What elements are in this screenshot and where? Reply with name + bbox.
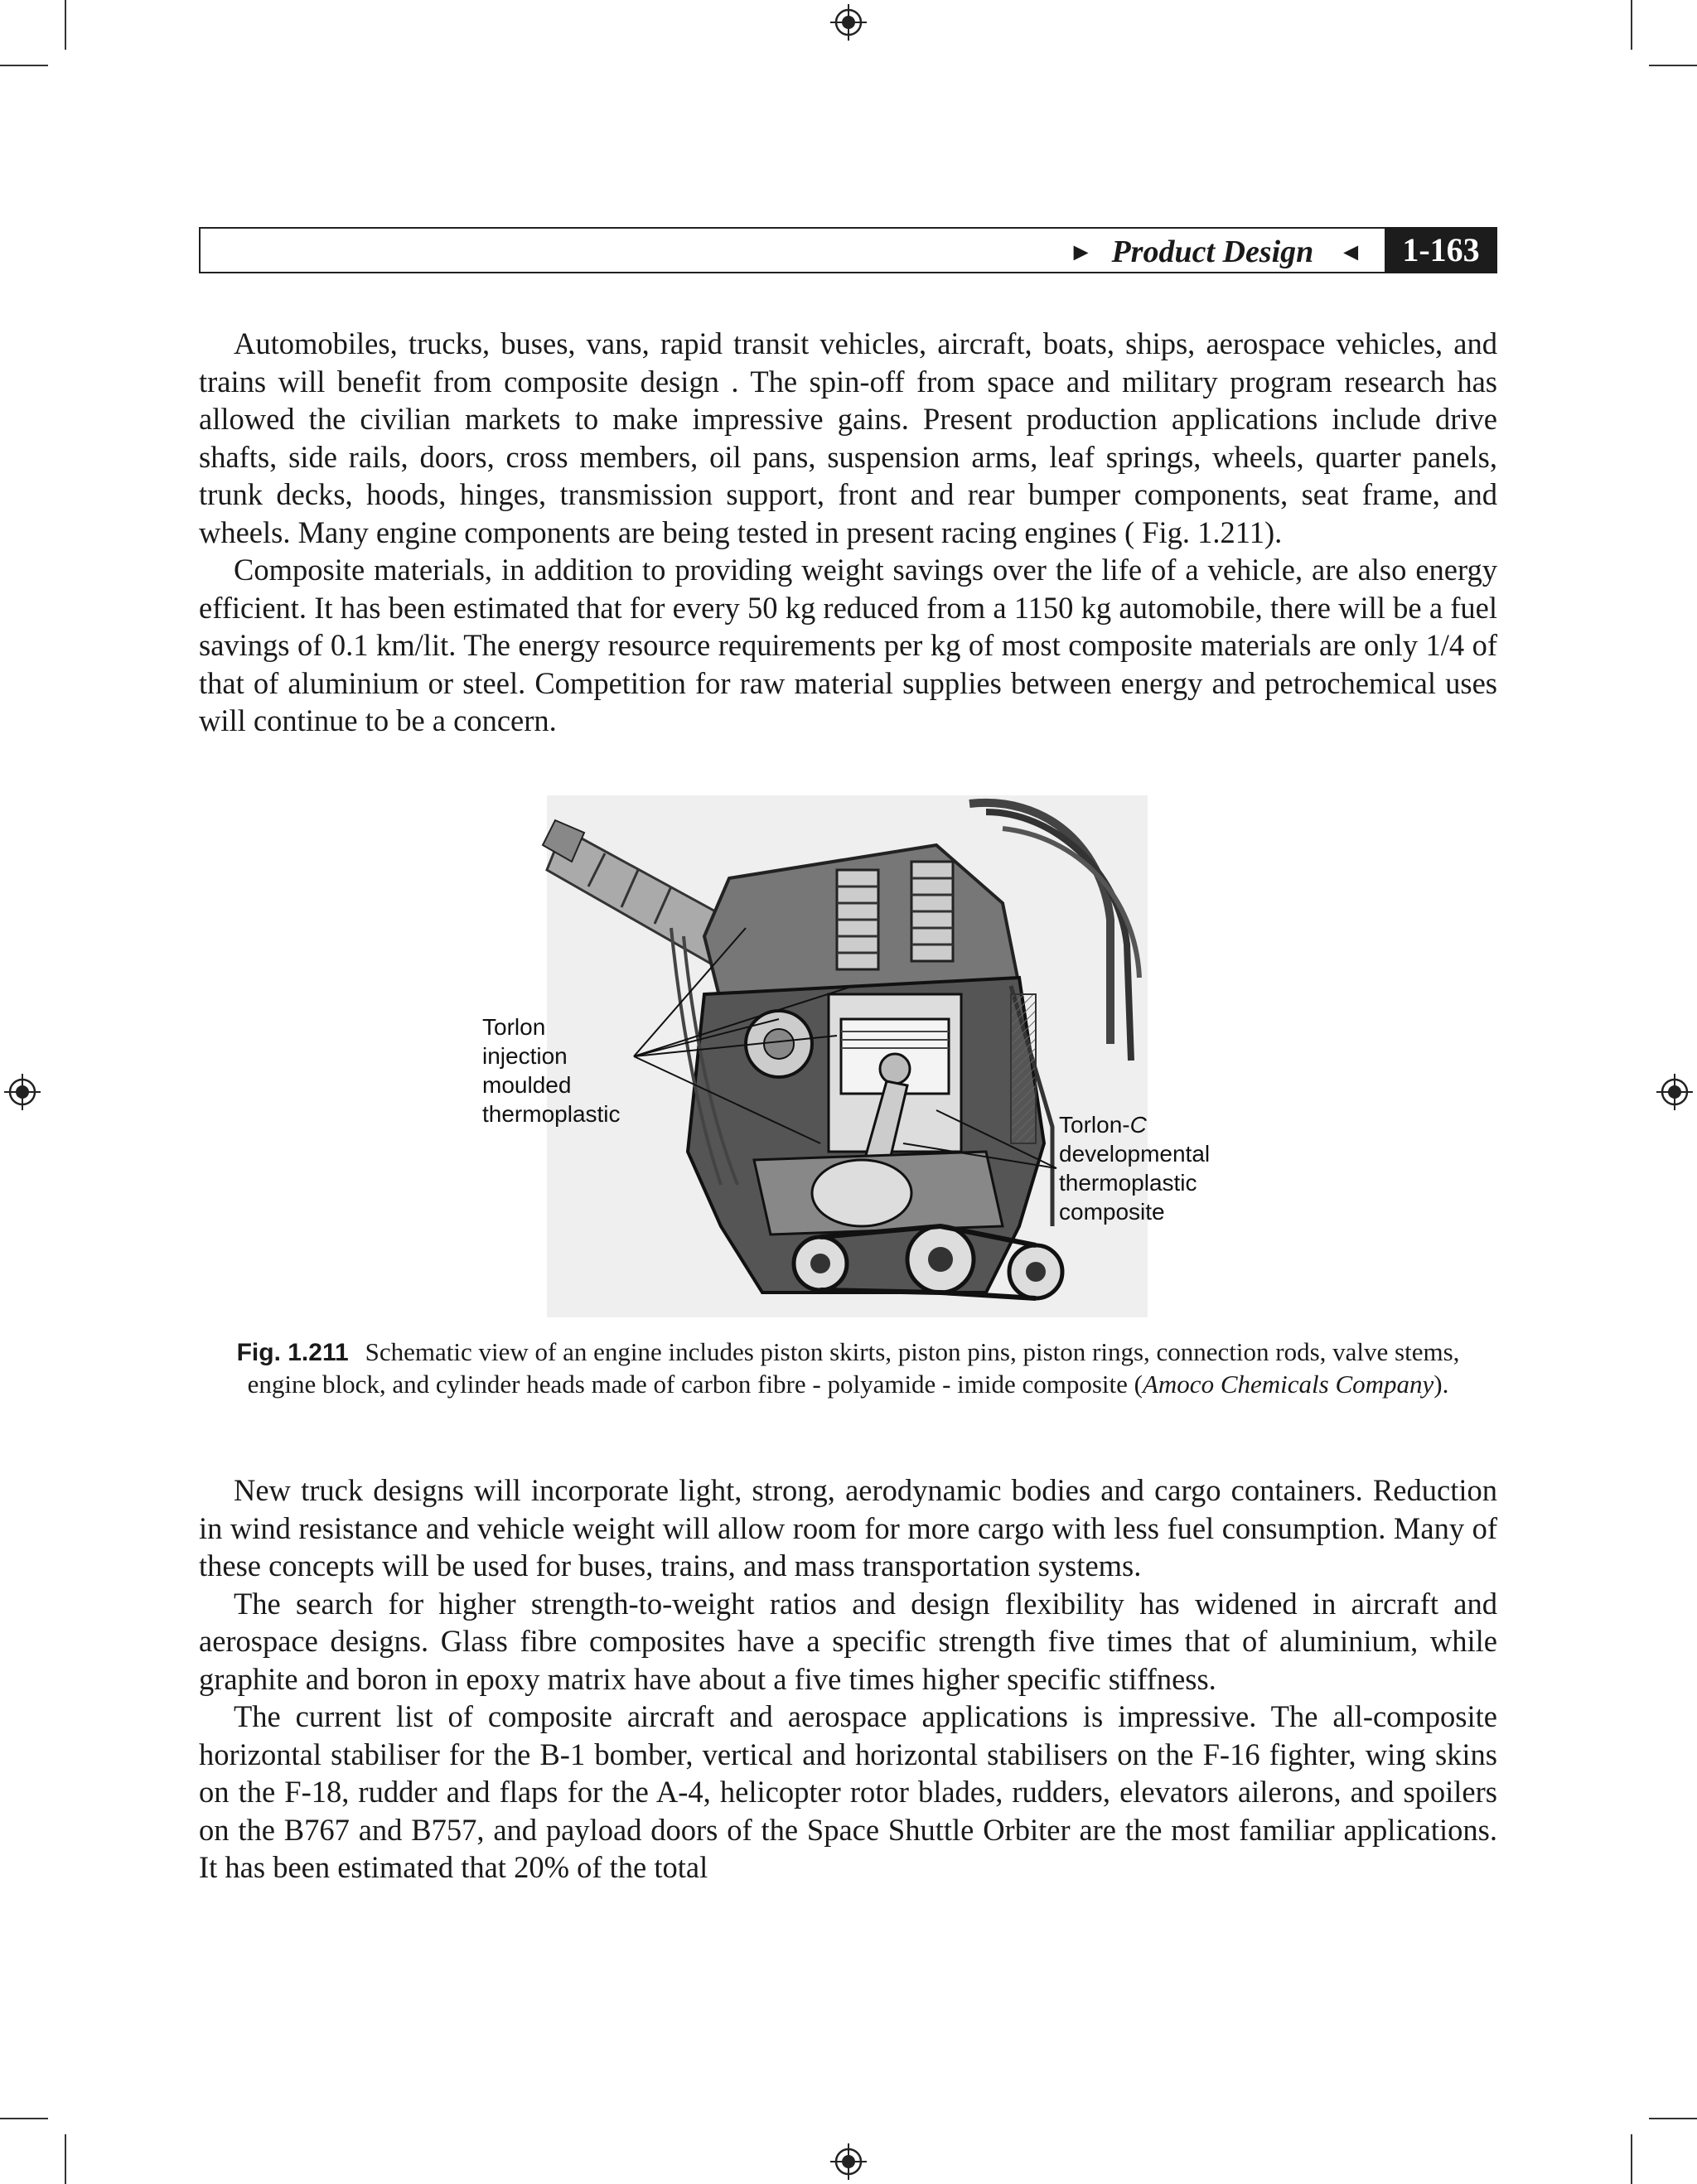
crop-mark: [65, 2134, 66, 2184]
paragraph: Composite materials, in addition to providing weight savings over the life of a vehicle, are also energy efficient. It has been estimated that for every 50 kg reduced from a 1150 kg automobile, there will be a fuel savings of 0.1 km/lit. The energy resource requirements per kg of most composite materials are only 1/4 of that of aluminium or steel. Competition for raw material supplies between energy and petrochemical uses will continue to be a concern.: [199, 553, 1497, 737]
left-arrow-icon: ◄: [1338, 239, 1363, 266]
body-text-bottom: [199, 1471, 1497, 1887]
crop-mark: [65, 0, 66, 50]
crop-mark: [1649, 2118, 1697, 2119]
crop-mark: [1631, 2134, 1632, 2184]
running-header: [199, 227, 1497, 273]
registration-mark-icon: [4, 1074, 41, 1110]
paragraph: The search for higher strength-to-weight ratios and design flexibility has widened in aircraft and aerospace designs. Glass fibre composites have a specific strength five times that of aluminium, while graphite and boron in epoxy matrix have about a five times higher specific stiffness.: [199, 1586, 1497, 1696]
crop-mark: [0, 65, 48, 66]
chapter-title-text: Product Design: [1111, 234, 1314, 269]
registration-mark-icon: [830, 4, 867, 41]
callout-rest: developmental thermoplastic composite: [1059, 1141, 1211, 1225]
caption-end: ).: [1434, 1370, 1449, 1399]
caption-credit: Amoco Chemicals Company: [1142, 1370, 1434, 1399]
registration-mark-icon: [1656, 1074, 1693, 1110]
paragraph: Automobiles, trucks, buses, vans, rapid transit vehicles, aircraft, boats, ships, aerospace vehicles, and trains will benefit from composite design . The spin-off from space and military program research has allowed the civilian markets to make impressive gains. Present production applications include drive shafts, side rails, doors, cross members, oil pans, suspension arms, leaf springs, wheels, quarter panels, trunk decks, hoods, hinges, transmission support, front and rear bumper components, seat frame, and wheels. Many engine components are being tested in present racing engines ( Fig. 1.211).: [199, 326, 1497, 549]
engine-figure: [472, 795, 1218, 1326]
crop-mark: [1631, 0, 1632, 50]
callout-torlon-c: [1059, 1110, 1210, 1226]
chapter-title: [1069, 234, 1363, 271]
crop-mark: [1649, 65, 1697, 66]
crop-mark: [0, 2118, 48, 2119]
callout-prefix: Torlon-: [1059, 1112, 1130, 1138]
caption-text: Schematic view of an engine includes piston skirts, piston pins, piston rings, connection rods, valve stems, engine block, and cylinder heads made of carbon fibre - polyamide - imide composite (: [247, 1337, 1460, 1399]
figure-label: Fig. 1.211: [236, 1339, 349, 1366]
callout-italic-letter: C: [1129, 1112, 1147, 1138]
figure-caption: [207, 1336, 1489, 1400]
page-number: 1-163: [1385, 227, 1497, 273]
registration-mark-icon: [830, 2143, 867, 2180]
callout-torlon-injection: Torlon injection moulded thermoplastic: [482, 1014, 621, 1127]
right-arrow-icon: ►: [1068, 239, 1094, 266]
paragraph: New truck designs will incorporate light, strong, aerodynamic bodies and cargo containers. Reduction in wind resistance and vehicle weight will allow room for more cargo with less fuel consumption. Many of these concepts will be used for buses, trains, and mass transportation systems.: [199, 1473, 1497, 1582]
paragraph: The current list of composite aircraft and aerospace applications is impressive. The all-composite horizontal stabiliser for the B-1 bomber, vertical and horizontal stabilisers on the F-16 fighter, wing skins on the F-18, rudder and flaps for the A-4, helicopter rotor blades, rudders, elevators ailerons, and spoilers on the B767 and B757, and payload doors of the Space Shuttle Orbiter are the most familiar applications. It has been estimated that 20% of the total: [199, 1699, 1497, 1884]
body-text-top: [199, 325, 1497, 740]
